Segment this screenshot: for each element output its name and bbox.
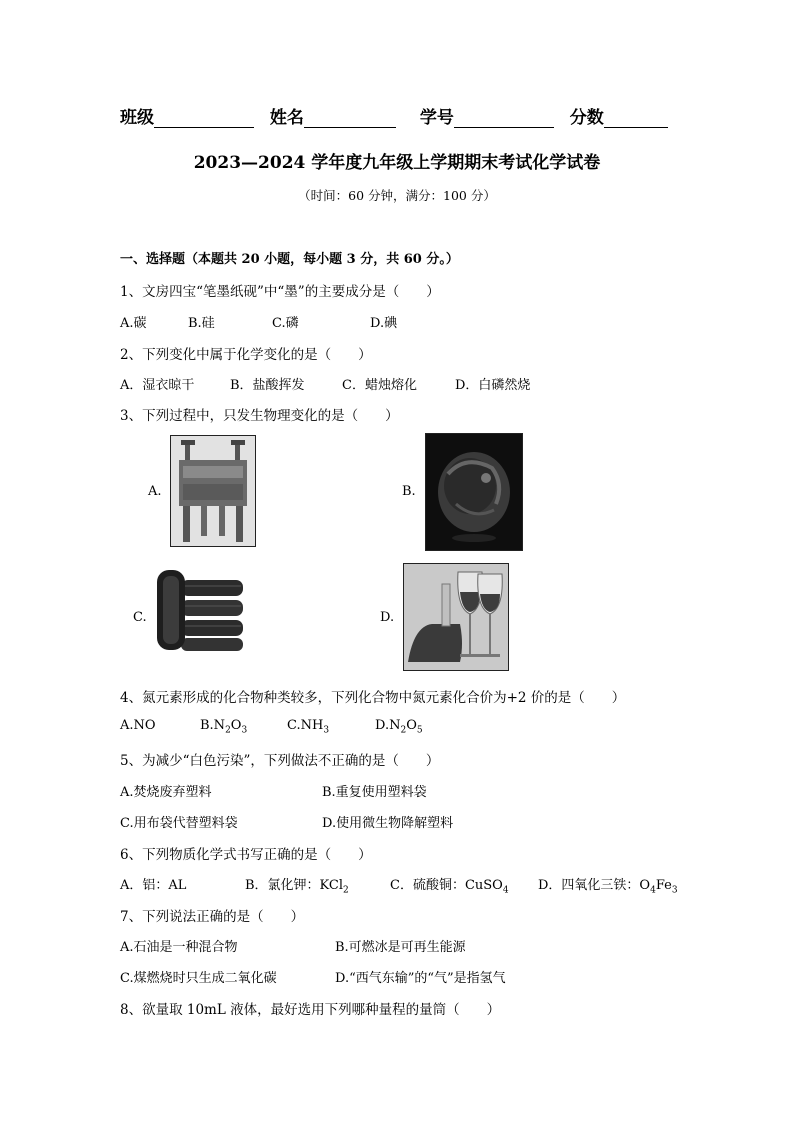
name-label: 姓名 (269, 108, 304, 128)
exam-title: 2023—2024 学年度九年级上学期期末考试化学试卷 (193, 153, 601, 173)
q4-option-b: $B.N_2O_3$ (200, 718, 248, 736)
q4-option-d: $D.N_2O_5$ (375, 718, 423, 736)
red-wine-image (403, 563, 509, 671)
student-info-line (120, 103, 680, 131)
q6-option-c: C．硫酸铜：CuSO$_4$ (390, 878, 509, 896)
q1-option-c: C.磷 (272, 316, 299, 331)
q6-option-d: D．四氧化三铁：$O_4Fe_3$ (538, 878, 678, 896)
q2-option-a: A．湿衣晾干 (120, 378, 195, 393)
q3-option-b: B. (402, 484, 416, 499)
red-wine-drawing (404, 564, 508, 670)
question-7: 7、下列说法正确的是（ ） (120, 909, 305, 925)
jade-carving-drawing (426, 434, 522, 550)
q7-option-d: D.“西气东输”的“气”是指氢气 (335, 971, 506, 986)
q7-option-b: B.可燃冰是可再生能源 (335, 940, 466, 955)
tire-stack-drawing (155, 566, 243, 652)
bronze-ding-image (170, 435, 256, 547)
q6-option-b: B．氯化钾：KCl$_2$ (245, 878, 349, 896)
question-4: 4、氮元素形成的化合物种类较多，下列化合物中氮元素化合价为+2 价的是（ ） (120, 690, 626, 706)
q3-option-c: C. (133, 610, 147, 625)
class-label: 班级 (120, 108, 154, 128)
q2-option-b: B．盐酸挥发 (230, 378, 305, 393)
question-5: 5、为减少“白色污染”，下列做法不正确的是（ ） (120, 753, 440, 769)
q5-option-d: D.使用微生物降解塑料 (322, 816, 454, 831)
score-label: 分数 (569, 108, 604, 128)
bronze-ding-drawing (171, 436, 255, 546)
q5-option-a: A.焚烧废弃塑料 (120, 785, 212, 800)
exam-subtitle: （时间：60 分钟，满分：100 分） (298, 188, 496, 203)
q1-option-d: D.碘 (370, 316, 398, 331)
q3-option-a: A. (148, 484, 162, 499)
q1-option-b: B.硅 (188, 316, 215, 331)
q3-option-d: D. (380, 610, 395, 625)
q7-option-a: A.石油是一种混合物 (120, 940, 238, 955)
question-8: 8、欲量取 10mL 液体，最好选用下列哪种量程的量筒（ ） (120, 1002, 501, 1018)
question-1: 1、文房四宝“笔墨纸砚”中“墨”的主要成分是（ ） (120, 284, 440, 300)
score-blank (604, 107, 668, 128)
class-blank (154, 107, 254, 128)
jade-carving-image (425, 433, 523, 551)
name-blank (304, 107, 396, 128)
q5-option-b: B.重复使用塑料袋 (322, 785, 427, 800)
q1-option-a: A.碳 (120, 316, 147, 331)
tire-stack-image (155, 566, 243, 652)
q7-option-c: C.煤燃烧时只生成二氧化碳 (120, 971, 277, 986)
q2-option-c: C．蜡烛熔化 (342, 378, 417, 393)
id-label: 学号 (419, 108, 454, 128)
question-6: 6、下列物质化学式书写正确的是（ ） (120, 847, 372, 863)
q4-option-c: $C.NH_3$ (287, 718, 330, 736)
question-3: 3、下列过程中，只发生物理变化的是（ ） (120, 408, 399, 424)
question-2: 2、下列变化中属于化学变化的是（ ） (120, 347, 372, 363)
q6-option-a: A．铝：AL (120, 878, 187, 893)
q4-option-a: A.NO (120, 718, 156, 733)
q2-option-d: D．白磷然烧 (455, 378, 531, 393)
q5-option-c: C.用布袋代替塑料袋 (120, 816, 238, 831)
id-blank (454, 107, 554, 128)
section-heading: 一、选择题（本题共 20 小题，每小题 3 分，共 60 分。） (120, 252, 459, 267)
